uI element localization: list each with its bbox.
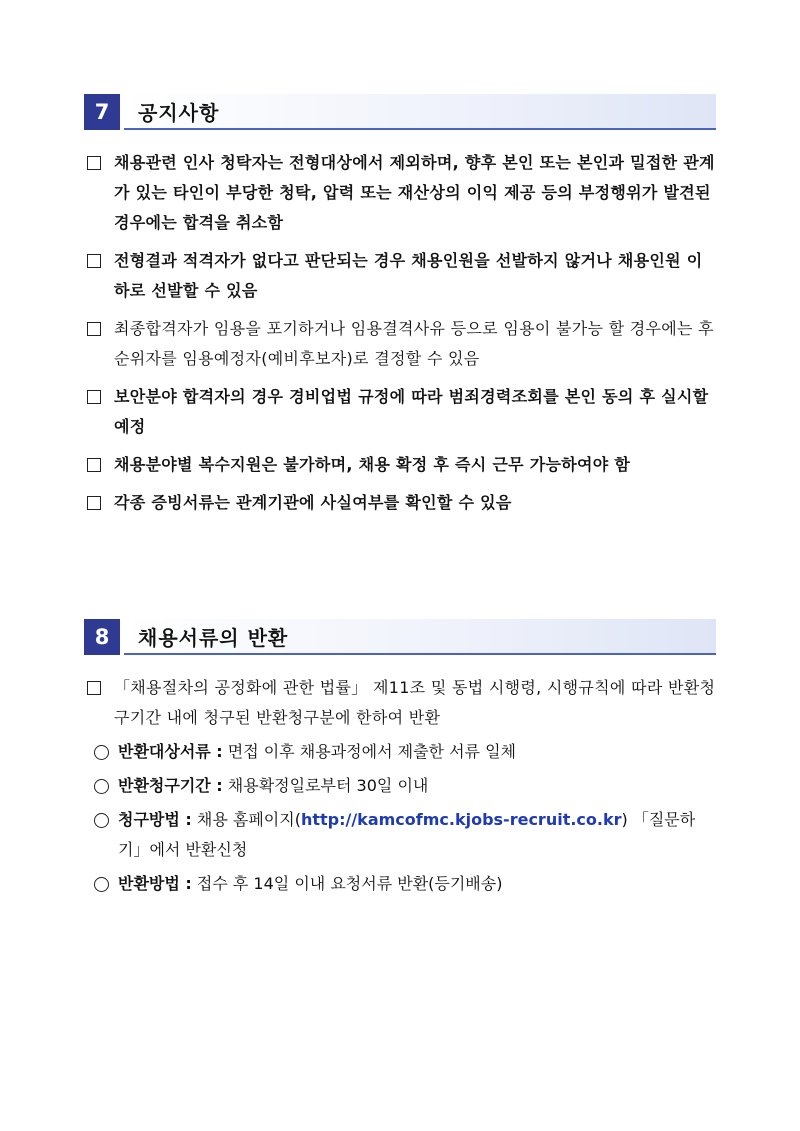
section-title: 채용서류의 반환 (138, 626, 289, 650)
notice-item: 보안분야 합격자의 경우 경비업법 규정에 따라 범죄경력조회를 본인 동의 후 실시할 예정 (84, 382, 716, 442)
divider (124, 653, 716, 655)
section-7 (84, 94, 716, 518)
section-8 (84, 619, 716, 899)
section-7-header (84, 94, 716, 130)
notice-item: 전형결과 적격자가 없다고 판단되는 경우 채용인원을 선발하지 않거나 채용인원 이하로 선발할 수 있음 (84, 246, 716, 306)
circle-bullet-icon (94, 745, 109, 760)
return-detail: 반환대상서류 : 면접 이후 채용과정에서 제출한 서류 일체 (84, 737, 716, 767)
notice-item: 각종 증빙서류는 관계기관에 사실여부를 확인할 수 있음 (84, 488, 716, 518)
square-bullet-icon (87, 390, 101, 404)
section-8-header (84, 619, 716, 655)
square-bullet-icon (87, 156, 101, 170)
return-detail: 청구방법 : 채용 홈페이지(http://kamcofmc.kjobs-recruit.co.kr) 「질문하기」에서 반환신청 (84, 805, 716, 865)
notice-item: 채용관련 인사 청탁자는 전형대상에서 제외하며, 향후 본인 또는 본인과 밀접한 관계가 있는 타인이 부당한 청탁, 압력 또는 재산상의 이익 제공 등의 부정행위가 발견된 경우에는 합격을 취소함 (84, 148, 716, 238)
square-bullet-icon (87, 322, 101, 336)
section-title: 공지사항 (138, 101, 220, 125)
square-bullet-icon (87, 681, 101, 695)
section-number: 8 (84, 619, 120, 655)
circle-bullet-icon (94, 813, 109, 828)
circle-bullet-icon (94, 779, 109, 794)
circle-bullet-icon (94, 877, 109, 892)
return-detail: 반환방법 : 접수 후 14일 이내 요청서류 반환(등기배송) (84, 869, 716, 899)
recruit-homepage-link[interactable]: http://kamcofmc.kjobs-recruit.co.kr (300, 810, 622, 829)
section-number: 7 (84, 94, 120, 130)
square-bullet-icon (87, 254, 101, 268)
return-detail: 반환청구기간 : 채용확정일로부터 30일 이내 (84, 771, 716, 801)
divider (124, 128, 716, 130)
square-bullet-icon (87, 458, 101, 472)
return-intro: 「채용절차의 공정화에 관한 법률」 제11조 및 동법 시행령, 시행규칙에 따라 반환청구기간 내에 청구된 반환청구분에 한하여 반환 (84, 673, 716, 733)
square-bullet-icon (87, 496, 101, 510)
notice-item: 채용분야별 복수지원은 불가하며, 채용 확정 후 즉시 근무 가능하여야 함 (84, 450, 716, 480)
notice-item: 최종합격자가 임용을 포기하거나 임용결격사유 등으로 임용이 불가능 할 경우에는 후순위자를 임용예정자(예비후보자)로 결정할 수 있음 (84, 314, 716, 374)
